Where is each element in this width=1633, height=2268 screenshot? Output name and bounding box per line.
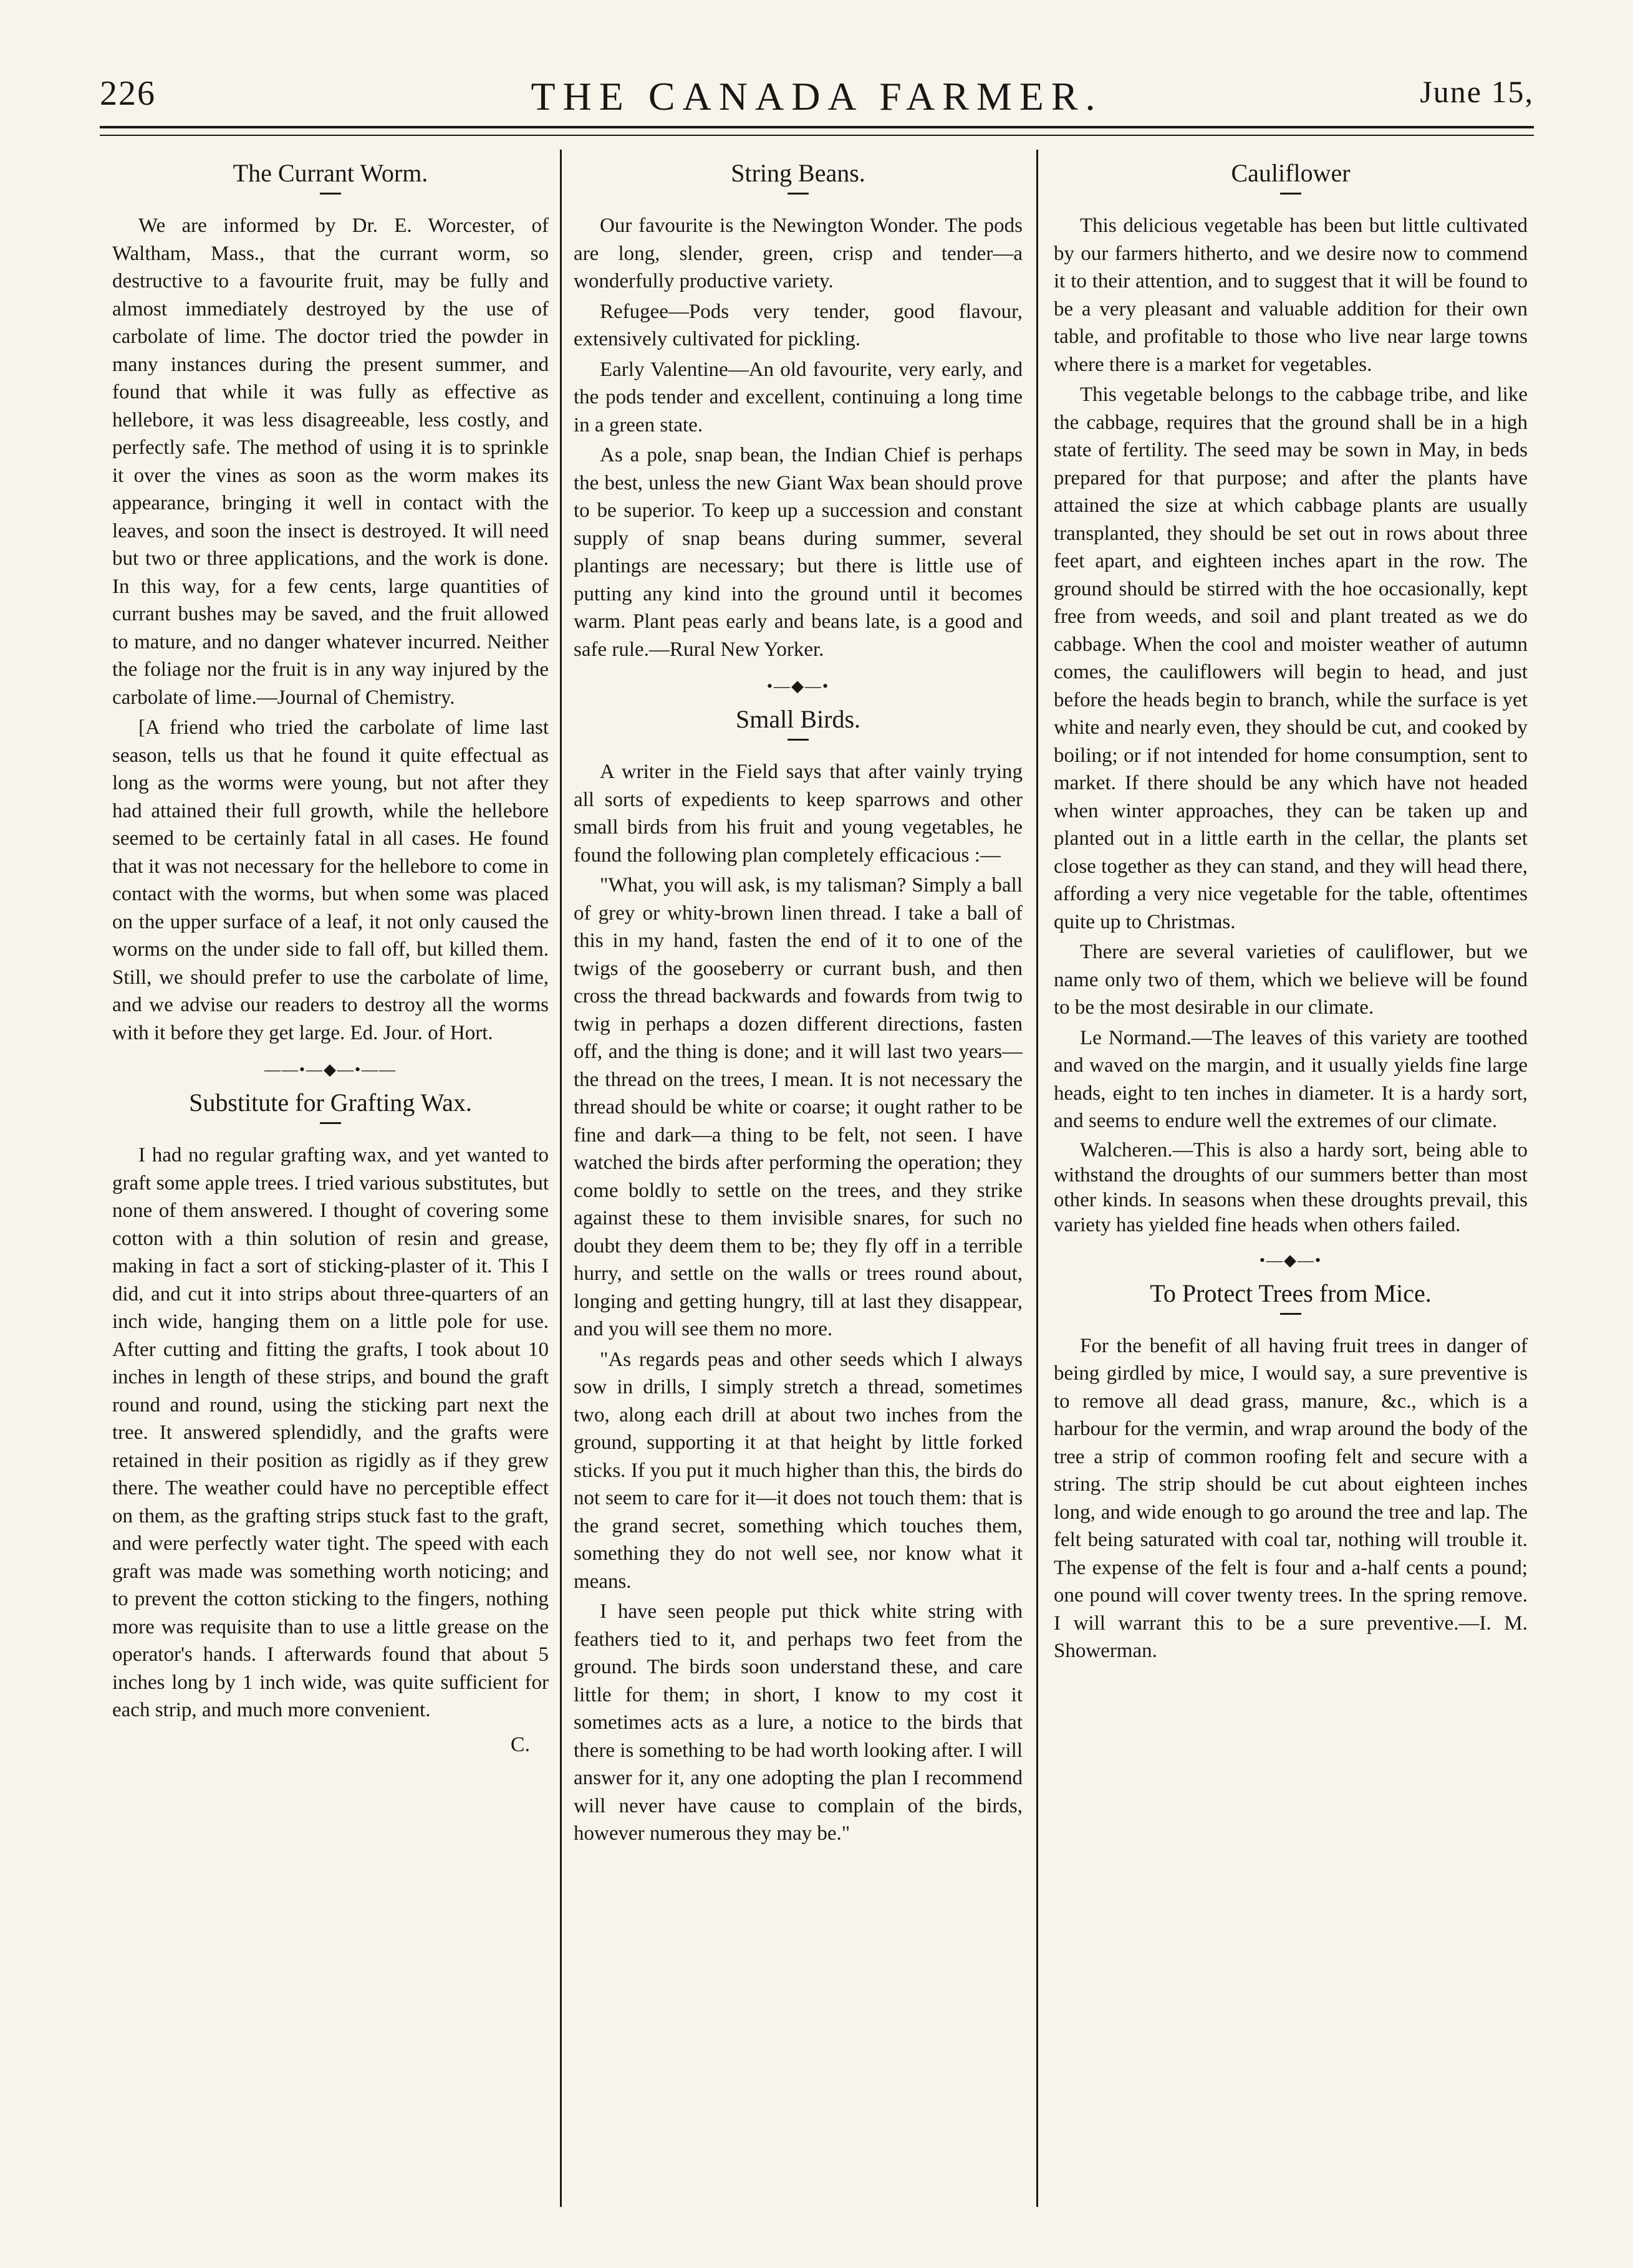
column-1 <box>112 150 549 2251</box>
title-dash <box>1280 193 1301 195</box>
section-ornament: •—◆—• <box>766 677 830 695</box>
masthead-title: THE CANADA FARMER. <box>531 74 1103 118</box>
section-ornament: •—◆—• <box>1259 1251 1322 1269</box>
article-title-string-beans: String Beans. <box>731 159 865 187</box>
paragraph: "As regards peas and other seeds which I always sow in drills, I simply stretch a thread, sometimes two, along each drill at about two inches from the ground, supporting it at that height by little forked sticks. If you put it much higher than this, the birds do not seem to care for it—it does not touch them: that is the grand secret, something which touches them, something they do not well see, nor know what it means. <box>574 1348 1023 1593</box>
title-dash <box>788 193 809 195</box>
paragraph: "What, you will ask, is my talisman? Simply a ball of grey or whity-brown linen thread. I take a ball of this in my hand, fasten the end of it to one of the twigs of the gooseberry or currant bush, and then cross the thread backwards and fowards from twig to twig in perhaps a dozen different directions, fasten off, and the thing is done; and it will last two years—the thread on the trees, I mean. It is not necessary the thread should be white or coarse; it ought rather to be fine and dark—a thing to be felt, not seen. I have watched the birds after performing the operation; they come boldly to settle on the trees, and they strike against these to them invisible snares, for such no doubt they deem them to be; they fly off in a terrible hurry, and settle on the walls or trees round about, longing and getting hungry, till at last they disappear, and you will see them no more. <box>574 874 1023 1340</box>
paragraph: Refugee—Pods very tender, good flavour, extensively cultivated for pickling. <box>574 300 1023 350</box>
article-title-small-birds: Small Birds. <box>735 705 861 733</box>
paragraph: Walcheren.—This is also a hardy sort, being able to withstand the droughts of our summers better than most other kinds. In seasons when these droughts prevail, this variety has yielded fine heads when others failed. <box>1054 1138 1528 1236</box>
paragraph: We are informed by Dr. E. Worcester, of Waltham, Mass., that the currant worm, so destructive to a favourite fruit, may be fully and almost immediately destroyed by the use of carbolate of lime. The doctor tried the powder in many instances during the present summer, and found that while it was fully as effective as hellebore, it was less disagreeable, less costly, and perfectly safe. The method of using it is to sprinkle it over the vines as soon as the worm makes its appearance, bringing it well in contact with the leaves, and soon the insect is destroyed. It will need but two or three applications, and the work is done. In this way, for a few cents, large quantities of currant bushes may be saved, and the fruit allowed to mature, and no danger whatever incurred. Neither the foliage nor the fruit is in any way injured by the carbolate of lime.—Journal of Chemistry. <box>112 214 549 709</box>
header-rule-thin <box>100 135 1534 136</box>
paragraph: [A friend who tried the carbolate of lime last season, tells us that he found it quite effectual as long as the worms were young, but not after they had attained their full growth, while the hellebore seemed to be certainly fatal in all cases. He found that it was not necessary for the hellebore to come in contact with the worms, but when some was placed on the upper surface of a leaf, it not only caused the worms on the under side to fall off, but killed them. Still, we should prefer to use the carbolate of lime, and we advise our readers to destroy all the worms with it before they get large. Ed. Jour. of Hort. <box>112 716 549 1044</box>
article-title-cauliflower: Cauliflower <box>1231 159 1351 187</box>
title-dash <box>320 193 341 195</box>
paragraph: This vegetable belongs to the cabbage tribe, and like the cabbage, requires that the ground shall be in a high state of fertility. The seed may be sown in May, in beds prepared for that purpose; and after the plants have attained the size at which cabbage plants are usually transplanted, they should be set out in rows about three feet apart, and eighteen inches apart in the row. The ground should be stirred with the hoe occasionally, kept free from weeds, and soil and plant treated as we do cabbage. When the cool and moister weather of autumn comes, the cauliflowers will begin to head, and just before the heads begin to branch, while the surface is yet white and nearly even, they should be cut, and cooked by boiling; or if not intended for home consumption, sent to market. If there should be any which have not headed when winter approaches, they can be taken up and planted out in a little earth in the cellar, the plants set close together as they can stand, and they will head there, affording a very nice vegetable for the table, oftentimes quite up to Christmas. <box>1054 383 1528 933</box>
paragraph: A writer in the Field says that after vainly trying all sorts of expedients to keep sparrows and other small birds from his fruit and young vegetables, he found the following plan completely efficacious :— <box>574 761 1023 867</box>
paragraph: I have seen people put thick white string with feathers tied to it, and perhaps two feet from the ground. The birds soon understand these, and care little for them; in short, I know to my cost it sometimes acts as a lure, a notice to the birds that there is something to be had worth looking after. I will answer for it, any one adopting the plan I recommend will never have cause to complain of the birds, however numerous they may be." <box>574 1600 1023 1845</box>
article-title-currant-worm: The Currant Worm. <box>233 159 428 187</box>
paragraph: For the benefit of all having fruit trees in danger of being girdled by mice, I would say, a sure preventive is to remove all dead grass, manure, &c., which is a harbour for the vermin, and wrap around the body of the tree a strip of common roofing felt and secure with a string. The strip should be cut about eighteen inches long, and wide enough to go around the tree and lap. The felt being saturated with coal tar, nothing will trouble it. The expense of the felt is four and a-half cents a pound; one pound will cover twenty trees. In the spring remove. I will warrant this to be a sure preventive.—I. M. Showerman. <box>1054 1334 1528 1662</box>
paragraph: There are several varieties of cauliflower, but we name only two of them, which we believe will be found to be the most desirable in our climate. <box>1054 941 1528 1019</box>
article-title-protect-trees: To Protect Trees from Mice. <box>1150 1279 1432 1307</box>
column-divider-1 <box>560 150 562 2207</box>
page-number: 226 <box>100 74 156 113</box>
title-dash <box>320 1122 341 1124</box>
paragraph: I had no regular grafting wax, and yet wanted to graft some apple trees. I tried various substitutes, but none of them answered. I thought of covering some cotton with a thin solution of resin and grease, making in fact a sort of sticking-plaster of it. This I did, and cut it into strips about three-quarters of an inch wide, hanging them on a little pole for use. After cutting and fitting the grafts, I took about 10 inches in length of these strips, and bound the graft round and round, using the sticking part next the tree. It answered splendidly, and the grafts were retained in their position as rigidly as if they grew there. The weather could have no perceptible effect on them, as the grafting strips stuck fast to the graft, and were perfectly water tight. The speed with each graft was made was something worth noticing; and to prevent the cotton sticking to the fingers, nothing more was requisite than to use a little grease on the operator's hands. I afterwards found that about 5 inches long by 1 inch wide, was quite sufficient for each strip, and much more convenient. <box>112 1144 549 1721</box>
paragraph: Our favourite is the Newington Wonder. The pods are long, slender, green, crisp and tender—a wonderfully productive variety. <box>574 214 1023 292</box>
issue-date: June 15, <box>1420 74 1534 109</box>
title-dash <box>1280 1313 1301 1315</box>
column-2 <box>574 150 1023 2251</box>
title-dash <box>788 739 809 741</box>
section-ornament: ——•—◆—•—— <box>264 1060 397 1079</box>
paragraph: As a pole, snap bean, the Indian Chief is perhaps the best, unless the new Giant Wax bean should prove to be superior. To keep up a succession and constant supply of snap beans during summer, several plantings are necessary; but there is little use of putting any kind into the ground until it becomes warm. Plant peas early and beans late, is a good and safe rule.—Rural New Yorker. <box>574 444 1023 661</box>
paragraph: Le Normand.—The leaves of this variety are toothed and waved on the margin, and it usually yields fine large heads, eight to ten inches in diameter. It is a hardy sort, and seems to endure well the extremes of our climate. <box>1054 1026 1528 1132</box>
column-divider-2 <box>1036 150 1038 2207</box>
header-rule-thick <box>100 126 1534 128</box>
article-signature: C. <box>510 1732 530 1756</box>
paragraph: Early Valentine—An old favourite, very early, and the pods tender and excellent, continuing a long time in a green state. <box>574 358 1023 436</box>
page-header <box>100 74 1534 123</box>
paragraph: This delicious vegetable has been but little cultivated by our farmers hitherto, and we desire now to commend it to their attention, and to suggest that it will be found to be a very pleasant and valuable addition for their own table, and profitable to those who live near large towns where there is a market for vegetables. <box>1054 214 1528 376</box>
column-3 <box>1054 150 1528 2251</box>
article-title-grafting-wax: Substitute for Grafting Wax. <box>189 1088 472 1117</box>
